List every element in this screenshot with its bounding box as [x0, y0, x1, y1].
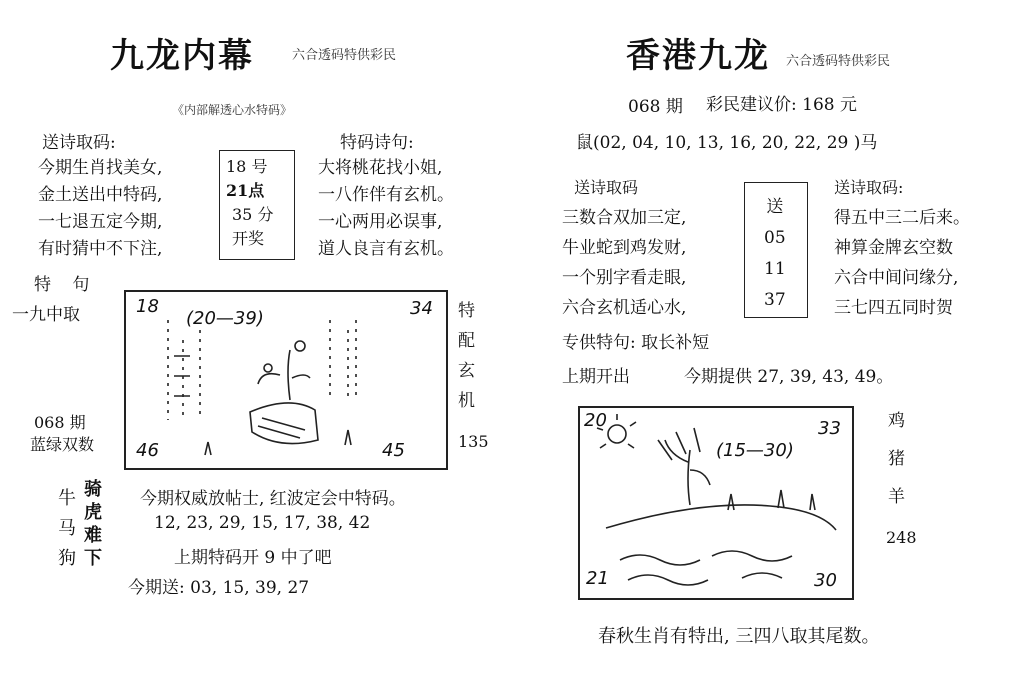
right-title: 香港九龙: [626, 36, 770, 76]
left-last-issue: 上期特码开 9 中了吧: [174, 548, 332, 568]
left-sketch-range: (20—39): [186, 308, 264, 329]
left-title: 九龙内幕: [110, 36, 254, 76]
right-price: 彩民建议价: 168 元: [706, 95, 857, 115]
pairing-number: 135: [458, 432, 489, 451]
zodiac-char: 骑: [84, 479, 102, 500]
right-sketch-tr: 33: [818, 418, 841, 439]
zodiac-char: 牛: [58, 488, 76, 509]
left-poem-code-label: 送诗取码:: [42, 133, 116, 153]
right-poem-line: 三数合双加三定,: [562, 208, 687, 228]
left-issue: 068 期: [34, 413, 86, 432]
right-sketch-tl: 20: [584, 410, 607, 431]
zodiac-char: 虎: [84, 502, 102, 523]
right-poem-line: 得五中三二后来。: [834, 208, 970, 228]
right-poem-label-right: 送诗取码:: [834, 178, 904, 197]
zodiac-char: 难: [84, 525, 102, 546]
left-title-sub: 六合透码特供彩民: [292, 48, 397, 63]
zodiac-char: 马: [58, 518, 76, 539]
right-sketch-br: 30: [814, 570, 837, 591]
pairing-char: 特: [458, 301, 475, 321]
left-sketch-br: 45: [382, 440, 405, 461]
special-poem-line: 大将桃花找小姐,: [318, 158, 443, 178]
left-subtitle: 《内部解透心水特码》: [172, 103, 293, 117]
send-box-item: 11: [764, 259, 786, 279]
zodiac-char: 下: [84, 548, 102, 569]
send-box-item: 05: [764, 228, 786, 248]
left-poem-line: 金土送出中特码,: [38, 185, 163, 205]
special-poem-line: 一八作伴有玄机。: [318, 185, 454, 205]
right-poem-line: 三七四五同时贺: [834, 298, 953, 318]
zodiac-char: 狗: [58, 548, 76, 569]
left-sketch-tl: 18: [136, 296, 159, 317]
right-last-open: 上期开出: [562, 367, 630, 387]
special-poem-line: 道人良言有玄机。: [318, 239, 454, 259]
draw-time-line: 18 号: [226, 157, 268, 176]
right-poem-line: 六合中间问缘分,: [834, 268, 959, 288]
left-sketch-tr: 34: [410, 298, 433, 319]
left-numbers: 12, 23, 29, 15, 17, 38, 42: [154, 513, 371, 533]
right-title-sub: 六合透码特供彩民: [786, 54, 891, 69]
left-issue-note: 蓝绿双数: [30, 435, 95, 454]
right-zodiac-char: 猪: [888, 449, 905, 469]
right-zodiac-number: 248: [886, 528, 917, 547]
left-poem-line: 今期生肖找美女,: [38, 158, 163, 178]
special-poem-label: 特码诗句:: [340, 133, 414, 153]
right-zodiac-char: 鸡: [888, 411, 905, 431]
draw-time-line: 35 分: [232, 205, 274, 224]
right-today-provide: 今期提供 27, 39, 43, 49。: [684, 367, 894, 387]
right-sketch-bl: 21: [586, 568, 609, 589]
right-poem-line: 一个别字看走眼,: [562, 268, 687, 288]
draw-time-line: 开奖: [232, 229, 265, 248]
left-sketch-bl: 46: [136, 440, 159, 461]
left-poem-line: 一七退五定今期,: [38, 212, 163, 232]
draw-time-line: 21点: [226, 181, 265, 200]
special-poem-line: 一心两用必误事,: [318, 212, 443, 232]
right-issue: 068 期: [628, 97, 683, 117]
right-rat-line: 鼠(02, 04, 10, 13, 16, 20, 22, 29 )马: [576, 133, 878, 153]
right-poem-line: 六合玄机适心水,: [562, 298, 687, 318]
right-poem-label-left: 送诗取码: [574, 178, 639, 197]
special-phrase-value: 一九中取: [12, 305, 80, 325]
left-line1: 今期权威放帖士, 红波定会中特码。: [140, 489, 406, 509]
left-poem-line: 有时猜中不下注,: [38, 239, 163, 259]
right-special-phrase: 专供特句: 取长补短: [562, 333, 710, 353]
pairing-char: 机: [458, 391, 475, 411]
pairing-char: 配: [458, 331, 475, 351]
pairing-char: 玄: [458, 361, 475, 381]
left-today-send: 今期送: 03, 15, 39, 27: [128, 578, 310, 598]
send-box-item: 37: [764, 290, 786, 310]
right-poem-line: 神算金牌玄空数: [834, 238, 953, 258]
right-poem-line: 牛业蛇到鸡发财,: [562, 238, 687, 258]
send-box-item: 送: [766, 197, 784, 217]
right-zodiac-char: 羊: [888, 487, 905, 507]
right-zodiac-vertical: [888, 402, 905, 516]
right-sketch-range: (15—30): [716, 440, 794, 461]
special-phrase-label: 特 句: [34, 275, 98, 295]
right-footer: 春秋生肖有特出, 三四八取其尾数。: [598, 626, 880, 647]
